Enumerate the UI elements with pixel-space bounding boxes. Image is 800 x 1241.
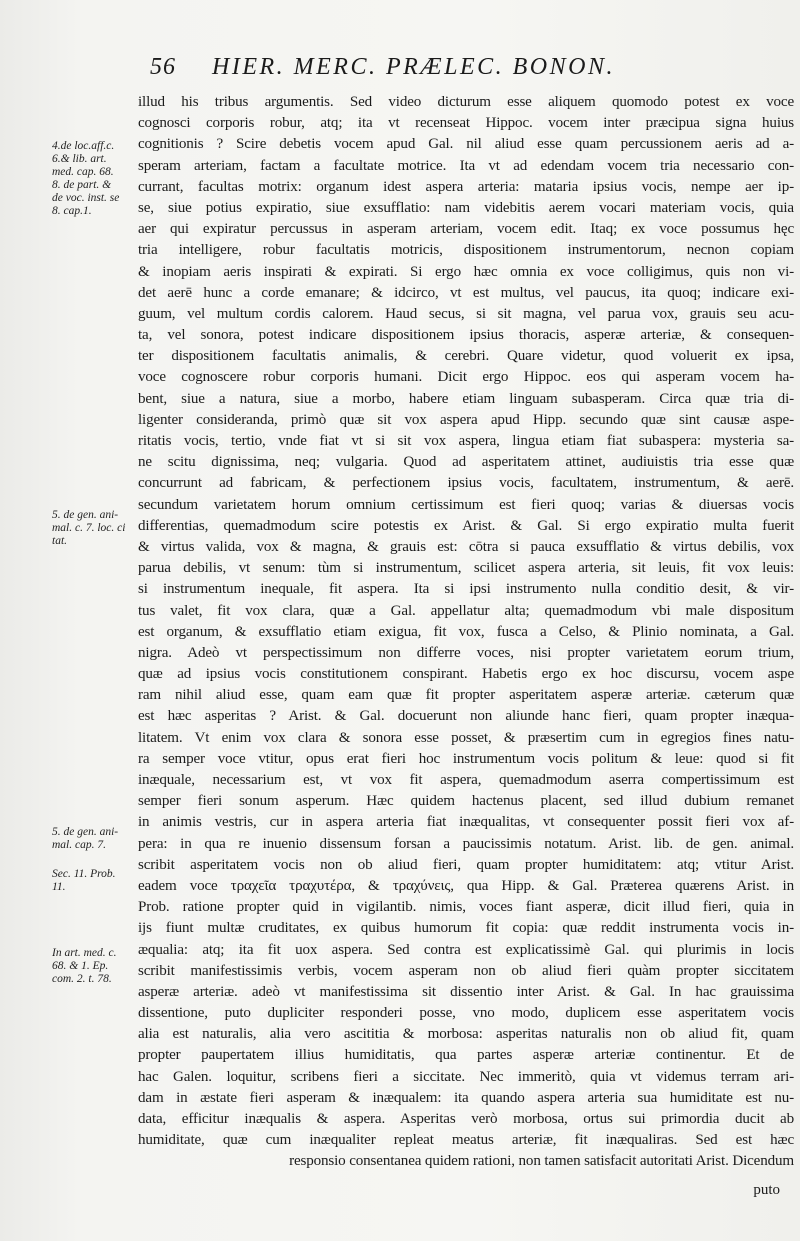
text-line: ne scitu dignissima, neq; vulgaria. Quod ad asperitatem attinet, audiuistis tria esse quæ bbox=[138, 454, 794, 471]
body-text bbox=[138, 92, 794, 1173]
text-line: voce cognoscere robur corporis humani. Dicit ergo Hippoc. eos qui asperam vocem ha- bbox=[138, 369, 794, 386]
text-line: & virtus valida, vox & magna, & grauis est: cōtra si pauca exsufflatio & virtus debilis, vox bbox=[138, 538, 794, 555]
text-line: æqualia: atq; ita fit uox aspera. Sed contra est explicatissimè Gal. qui plurimis in locis bbox=[138, 941, 794, 958]
text-line: asperæ arteriæ. adeò vt manifestissima sit dissentio inter Arist. & Gal. In hac grauissima bbox=[138, 983, 794, 1000]
text-line: eadem voce τραχεῖα τραχυτέρα, & τραχύνεις, qua Hipp. & Gal. Præterea quærens Arist. in bbox=[138, 877, 794, 894]
text-line: data, efficitur inæqualis & aspera. Asperitas verò morbosa, ortus sui primordia ducit ab bbox=[138, 1111, 794, 1127]
margin-note: In art. med. c. 68. & 1. Ep. com. 2. t. 78. bbox=[52, 947, 117, 985]
text-line: speram arteriam, factam a facultate motrice. Ita vt ad edendam vocem tria necessario con- bbox=[138, 157, 794, 174]
text-line: ter dispositionem facultatis animalis, & cerebri. Quare videtur, quod voluerit ex ipsa, bbox=[138, 348, 794, 365]
margin-note: 4.de loc.aff.c. 6.& lib. art. med. cap. 68. 8. de part. & de voc. inst. se 8. cap.1. bbox=[52, 140, 120, 217]
text-line: scribit asperitatem vocis non ob aliud fieri, quam propter humiditatem: atq; vtitur Arist. bbox=[138, 856, 794, 873]
text-line: & inopiam aeris inspirati & expirati. Si ergo hæc omnia ex voce colligimus, quis non vi- bbox=[138, 263, 794, 280]
text-line: aer qui expiratur percussus in asperam arteriam, vocem edit. Itaq; ex voce possumus hęc bbox=[138, 221, 794, 238]
text-line: currant, facultas motrix: organum idest aspera arteria: mataria ipsius vocis, nempe aer ip- bbox=[138, 178, 794, 195]
text-line: in animis vestris, cur in aspera arteria fiat inæqualitas, vt consequenter possit fieri vox af- bbox=[138, 814, 794, 831]
text-line: Prob. ratione propter quid in vigilantib. nimis, voces fiant asperæ, dicit illud fieri, quia in bbox=[138, 899, 794, 916]
text-line: ligenter consideranda, primò quæ sit vox aspera apud Hipp. secundo quæ sint causæ aspe- bbox=[138, 411, 794, 428]
text-line: ta, vel sonora, potest indicare dispositionem ipsius thoracis, asperæ arteriæ, & consequen- bbox=[138, 327, 794, 344]
margin-note: Sec. 11. Prob. 11. bbox=[52, 868, 116, 893]
text-line: cognosci corporis robur, atq; ita vt recenseat Hippoc. vocem inter præcipua signa huius bbox=[138, 115, 794, 132]
text-line: tria intelligere, robur facultatis motricis, dispositionem instrumentorum, necnon copiam bbox=[138, 242, 794, 259]
text-line: pera: in qua re inuenio dissensum forsan a paucissimis notatum. Arist. lib. de gen. animal. bbox=[138, 835, 794, 852]
text-line: hac Galen. loquitur, scribens fieri a siccitate. Nec immeritò, quia vt videmus terram ari- bbox=[138, 1068, 794, 1085]
text-line: inæquale, necessarium est, vt vox fit aspera, quemadmodum aserra compertissimum est bbox=[138, 772, 794, 788]
text-line: bent, siue a natura, siue a morbo, habere etiam linguam subasperam. Circa quæ tria di- bbox=[138, 390, 794, 407]
text-line: guum, vel multum cordis calorem. Haud secus, si sit magna, vel parua vox, grauis seu acu- bbox=[138, 305, 794, 322]
text-line: ra semper voce vtitur, opus erat fieri hoc instrumentum vocis politum & leue: quod si fit bbox=[138, 750, 794, 767]
text-line: semper fieri sonum asperum. Hæc quidem hactenus placent, sed illud dubium remanet bbox=[138, 793, 794, 810]
text-line: est organum, & exsufflatio etiam exigua, fit vox, fusca a Celso, & Plinio nominata, a Gal. bbox=[138, 623, 794, 640]
page-number: 56 bbox=[150, 54, 176, 80]
text-line: differentias, quemadmodum scire potestis ex Arist. & Gal. Si ergo expiratio multa fuerit bbox=[138, 517, 794, 534]
text-line: se, siue potius expiratio, siue exsufflatio: nam videbitis aerem vocari materiam vocis, quia bbox=[138, 199, 794, 216]
text-line: ijs fiunt multæ cruditates, ex quibus humorum fit copia: quæ reddit instrumenta vocis in- bbox=[138, 920, 794, 937]
text-line: responsio consentanea quidem rationi, non tamen satisfacit autoritati Arist. Dicendum bbox=[289, 1153, 794, 1170]
text-line: illud his tribus argumentis. Sed video dicturum esse aliquem quomodo potest ex voce bbox=[138, 94, 794, 110]
text-line: est hæc asperitas ? Arist. & Gal. docuerunt non aliunde hanc fieri, quam propter inæqua- bbox=[138, 708, 794, 725]
text-line: litatem. Vt enim vox clara & sonora esse posset, & præsertim cum in egregios fines natu- bbox=[138, 729, 794, 746]
margin-note: 5. de gen. ani- mal. cap. 7. bbox=[52, 826, 119, 851]
page-header bbox=[0, 50, 800, 90]
text-line: quæ ad ipsius vocis constitutionem conspirant. Habetis ergo ex hoc discursu, vocem aspe bbox=[138, 666, 794, 683]
text-line: concurrunt ad fabricam, & perfectionem ipsius vocis, facultatem, instrumentum, & aerē. bbox=[138, 475, 794, 492]
text-line: alia est naturalis, alia vero ascititia & morbosa: asperitas naturalis non ob aliud fit, quam bbox=[138, 1026, 794, 1043]
text-line: parua debilis, vt senum: tùm si instrumentum, scilicet aspera arteria, sit leuis, fit vox leuis: bbox=[138, 560, 794, 577]
text-line: secundum varietatem horum omnium certissimum est fieri quoq; varias & diuersas vocis bbox=[138, 496, 794, 513]
text-line: tus valet, fit vox clara, quæ a Gal. appellatur alta; quemadmodum vbi male dispositum bbox=[138, 602, 794, 619]
text-line: humiditate, quæ cum inæqualiter repleat meatus arteriæ, fit inæqualiras. Sed est hæc bbox=[138, 1132, 794, 1149]
text-line: det aerē hunc a corde emanare; & idcirco, vt est multus, vel paucus, ita quoq; indicare exi- bbox=[138, 284, 794, 301]
text-line: nigra. Adeò vt perspectissimum non differre voces, nisi propter varietatem eorum trium, bbox=[138, 644, 794, 661]
text-line: si instrumentum inequale, fit aspera. Ita si ipsi instrumento nulla conditio desit, & vir- bbox=[138, 581, 794, 598]
text-line: propter paupertatem illius humiditatis, qua partes asperæ arteriæ continentur. Et de bbox=[138, 1047, 794, 1064]
text-line: ritatis vocis, tertio, vnde fiat vt si sit vox aspera, lingua etiam fiat subaspera: mysteria sa- bbox=[138, 433, 794, 449]
text-line: dam in æstate fieri asperam & inæqualem: ita quando aspera arteria sua humiditate est nu- bbox=[138, 1089, 794, 1106]
text-line: scribit manifestissimis verbis, vocem asperam non ob aliud fieri quàm propter siccitatem bbox=[138, 962, 794, 979]
margin-note: 5. de gen. ani- mal. c. 7. loc. ci tat. bbox=[52, 509, 126, 547]
running-title: HIER. MERC. PRÆLEC. BONON. bbox=[212, 54, 615, 80]
catchword: puto bbox=[753, 1182, 780, 1198]
text-line: ram nihil aliud esse, quam eam quæ fit propter asperitatem asperæ arteriæ. cæterum quæ bbox=[138, 687, 794, 704]
text-line: cognitionis ? Scire debetis vocem apud Gal. nil aliud esse quam percussionem aeris ad a- bbox=[138, 136, 794, 153]
text-line: dissentione, puto dupliciter responderi posse, vno modo, duplicem esse asperitatem vocis bbox=[138, 1005, 794, 1022]
